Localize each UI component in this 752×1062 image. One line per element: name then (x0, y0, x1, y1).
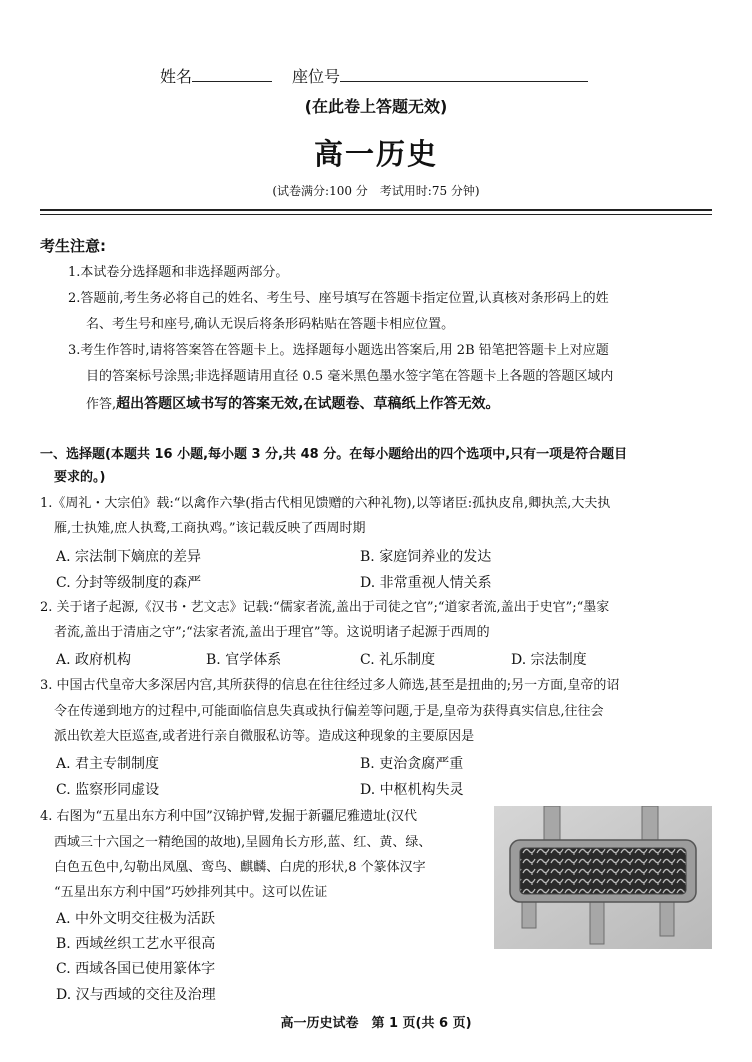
name-blank[interactable] (192, 67, 272, 82)
q4-stem-a: 4. 右图为“五星出东方利中国”汉锦护臂,发掘于新疆尼雅遗址(汉代 (40, 809, 418, 824)
notice-line-2b: 名、考生号和座号,确认无误后将条形码粘贴在答题卡相应位置。 (86, 317, 455, 332)
q2-option-d[interactable]: D. 宗法制度 (511, 652, 587, 668)
q4-option-c[interactable]: C. 西域各国已使用篆体字 (56, 961, 216, 977)
page-title: 高一历史 (313, 137, 438, 171)
notice-line-3c-bold: 超出答题区域书写的答案无效,在试题卷、草稿纸上作答无效。 (116, 396, 500, 412)
q3-option-d[interactable]: D. 中枢机构失灵 (360, 782, 464, 798)
q3-option-b[interactable]: B. 吏治贪腐严重 (360, 756, 464, 772)
q4-option-b[interactable]: B. 西域丝织工艺水平很高 (56, 936, 216, 952)
notice-line-3a: 3.考生作答时,请将答案答在答题卡上。选择题每小题选出答案后,用 2B 铅笔把答题卡上对应题 (68, 343, 609, 358)
q4-stem-b: 西域三十六国之一精绝国的故地),呈圆角长方形,蓝、红、黄、绿、 (54, 835, 432, 850)
q1-option-c[interactable]: C. 分封等级制度的森严 (56, 575, 202, 591)
notice-line-3c (86, 394, 499, 415)
q4-stem-d: “五星出东方利中国”巧妙排列其中。这可以佐证 (54, 885, 328, 900)
q1-option-b[interactable]: B. 家庭饲养业的发达 (360, 549, 492, 565)
q2-option-b[interactable]: B. 官学体系 (206, 652, 282, 668)
q4-option-a[interactable]: A. 中外文明交往极为活跃 (56, 911, 216, 927)
notice-line-3b: 目的答案标号涂黑;非选择题请用直径 0.5 毫米黑色墨水签字笔在答题卡上各题的答题区域内 (86, 369, 614, 384)
q3-stem-b: 令在传递到地方的过程中,可能面临信息失真或执行偏差等问题,于是,皇帝为获得真实信息,往往会 (54, 704, 604, 719)
q2-stem-a: 2. 关于诸子起源,《汉书・艺文志》记载:“儒家者流,盖出于司徒之官”;“道家者流,盖出于史官”;“墨家 (40, 600, 610, 615)
exam-info: (试卷满分:100 分 考试用时:75 分钟) (272, 184, 480, 198)
notice-heading: 考生注意: (40, 237, 106, 255)
header-divider-thick (40, 209, 712, 211)
q2-option-a[interactable]: A. 政府机构 (56, 652, 132, 668)
seat-field (292, 64, 588, 87)
q2-option-c[interactable]: C. 礼乐制度 (360, 652, 436, 668)
name-label: 姓名 (160, 67, 193, 86)
q3-option-c[interactable]: C. 监察形同虚设 (56, 782, 160, 798)
seat-blank[interactable] (340, 67, 588, 82)
notice-line-2a: 2.答题前,考生务必将自己的姓名、考生号、座号填写在答题卡指定位置,认真核对条形码上的姓 (68, 291, 609, 306)
brocade-armguard-illustration (494, 806, 712, 949)
section-heading-a: 一、选择题(本题共 16 小题,每小题 3 分,共 48 分。在每小题给出的四个选项中,只有一项是符合题目 (40, 447, 628, 462)
q1-stem-a: 1.《周礼・大宗伯》载:“以禽作六挚(指古代相见馈赠的六种礼物),以等诸臣:孤执皮帛,卿执羔,大夫执 (40, 496, 611, 511)
q3-stem-c: 派出钦差大臣巡查,或者进行亲自微服私访等。造成这种现象的主要原因是 (54, 729, 475, 744)
header-divider-thin (40, 214, 712, 215)
notice-line-1: 1.本试卷分选择题和非选择题两部分。 (68, 265, 289, 280)
page-footer: 高一历史试卷 第 1 页(共 6 页) (280, 1016, 472, 1031)
notice-line-3c-normal: 作答, (86, 397, 117, 412)
q4-option-d[interactable]: D. 汉与西域的交往及治理 (56, 987, 216, 1003)
q3-stem-a: 3. 中国古代皇帝大多深居内宫,其所获得的信息在往往经过多人筛选,甚至是扭曲的;另一方面,皇帝的诏 (40, 678, 620, 693)
invalid-note: (在此卷上答题无效) (304, 97, 448, 116)
q1-option-a[interactable]: A. 宗法制下嫡庶的差异 (56, 549, 202, 565)
q1-stem-b: 雁,士执雉,庶人执鹜,工商执鸡。”该记载反映了西周时期 (54, 521, 366, 536)
q2-stem-b: 者流,盖出于清庙之守”;“法家者流,盖出于理官”等。这说明诸子起源于西周的 (54, 625, 490, 640)
q3-option-a[interactable]: A. 君主专制制度 (56, 756, 160, 772)
q1-option-d[interactable]: D. 非常重视人情关系 (360, 575, 492, 591)
section-heading-b: 要求的。) (54, 470, 106, 485)
seat-label: 座位号 (292, 67, 341, 86)
q4-stem-c: 白色五色中,勾勒出凤凰、鸾鸟、麒麟、白虎的形状,8 个篆体汉字 (54, 860, 426, 875)
brocade-armguard-photo (494, 806, 712, 949)
name-field (160, 64, 272, 87)
